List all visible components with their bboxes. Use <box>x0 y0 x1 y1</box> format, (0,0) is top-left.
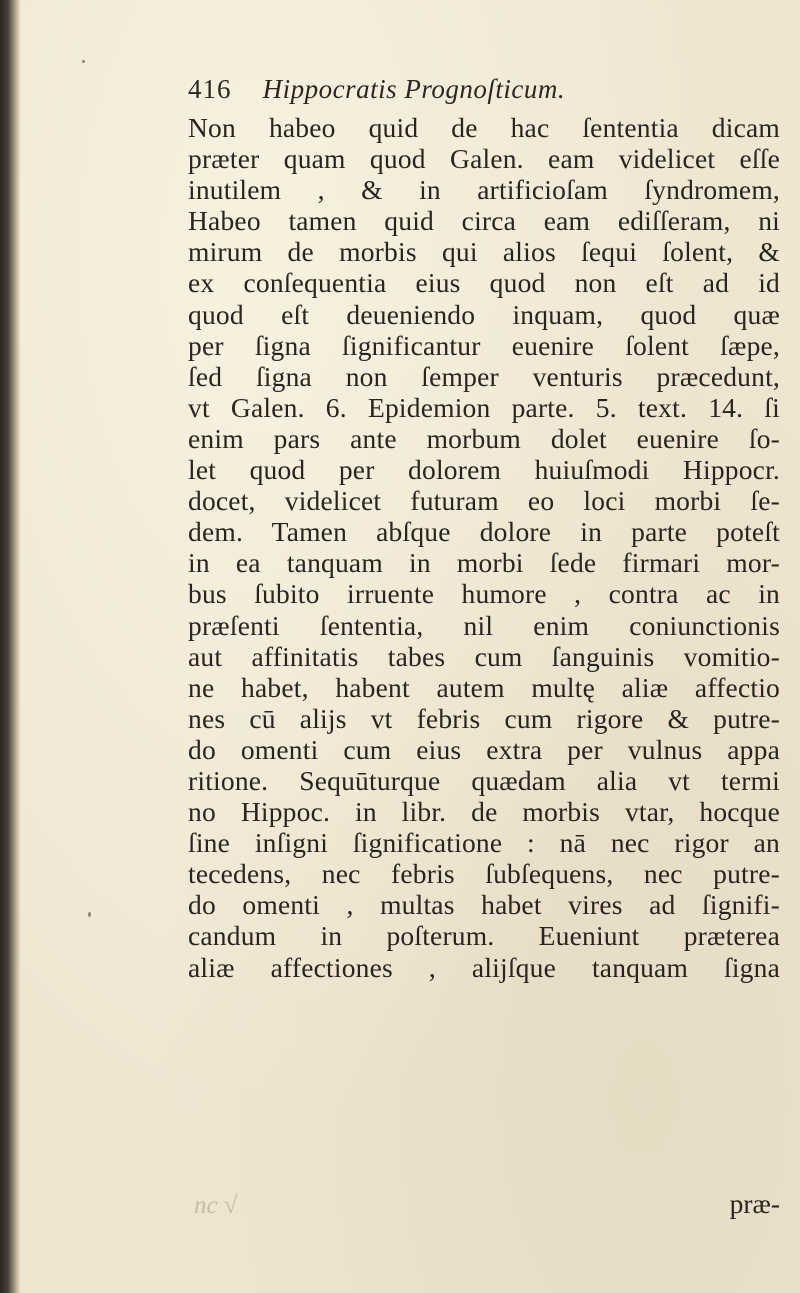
ink-speck <box>88 912 91 917</box>
text-line: ritione. Sequūturque quædam alia vt termi <box>188 764 780 796</box>
running-head <box>188 74 748 114</box>
text-line: ſine inſigni ſignificatione : nā nec rigor an <box>188 827 780 859</box>
body-text <box>188 112 780 983</box>
text-line: do omenti cum eius extra per vulnus appa <box>188 733 780 765</box>
text-line: docet, videlicet futuram eo loci morbi ſe- <box>188 485 780 517</box>
text-line: Habeo tamen quid circa eam ediſſeram, ni <box>188 205 780 237</box>
text-line: ex conſequentia eius quod non eſt ad id <box>188 267 780 299</box>
text-line: dem. Tamen abſque dolore in parte poteſt <box>188 516 780 548</box>
catchword: præ- <box>729 1188 780 1219</box>
text-line: tecedens, nec febris ſubſequens, nec putre- <box>188 858 780 890</box>
text-line: aliæ affectiones , alijſque tanquam ſigna <box>188 951 780 983</box>
text-line: præſenti ſententia, nil enim coniunctionis <box>188 609 780 641</box>
text-line: no Hippoc. in libr. de morbis vtar, hocque <box>188 796 780 828</box>
text-line: inutilem , & in artificioſam ſyndromem, <box>188 174 780 206</box>
text-line: aut affinitatis tabes cum ſanguinis vomitio- <box>188 640 780 672</box>
text-line: mirum de morbis qui alios ſequi ſolent, & <box>188 236 780 268</box>
text-line: do omenti , multas habet vires ad ſignifi- <box>188 889 780 921</box>
scanner-edge <box>0 0 20 1293</box>
text-line: in ea tanquam in morbi ſede firmari mor- <box>188 547 780 579</box>
text-line: bus ſubito irruente humore , contra ac in <box>188 578 780 610</box>
text-line: præter quam quod Galen. eam videlicet eſſe <box>188 143 780 175</box>
signature-mark: nc √ <box>194 1192 238 1219</box>
text-line: vt Galen. 6. Epidemion parte. 5. text. 14. ſi <box>188 391 780 423</box>
text-line: per ſigna ſignificantur euenire ſolent ſæpe, <box>188 329 780 361</box>
book-page <box>20 0 800 1293</box>
text-line: nes cū alijs vt febris cum rigore & putre- <box>188 702 780 734</box>
text-line: candum in poſterum. Eueniunt præterea <box>188 920 780 952</box>
catchword-row <box>188 1188 780 1228</box>
text-line: let quod per dolorem huiuſmodi Hippocr. <box>188 454 780 486</box>
page-number: 416 <box>188 74 232 104</box>
text-line: ſed ſigna non ſemper venturis præcedunt, <box>188 360 780 392</box>
running-title: Hippocratis Prognoſticum. <box>262 74 566 104</box>
text-line: quod eſt deueniendo inquam, quod quæ <box>188 298 780 330</box>
ink-speck <box>82 60 85 63</box>
text-line: Non habeo quid de hac ſententia dicam <box>188 112 780 143</box>
text-line: ne habet, habent autem multę aliæ affectio <box>188 671 780 703</box>
text-line: enim pars ante morbum dolet euenire ſo- <box>188 422 780 454</box>
